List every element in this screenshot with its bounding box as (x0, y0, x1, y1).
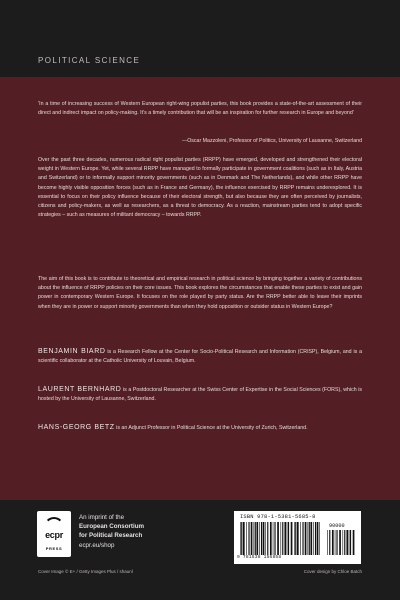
publisher-name-line-2: for Political Research (79, 532, 143, 539)
author-bio-text: is a Postdoctoral Researcher at the Swiss Center of Expertise in the Social Sciences (FORS), which is hosted by the University of Lausanne, Switzerland. (38, 387, 362, 403)
author-bio-biard (38, 347, 362, 366)
author-name: LAURENT BERNHARD (38, 386, 122, 393)
isbn-barcode (234, 511, 361, 564)
price-code: 90000 (329, 523, 345, 529)
logo-press-label: PRESS (45, 546, 63, 551)
author-bio-bernhard (38, 385, 362, 404)
publisher-imprint (79, 513, 219, 551)
barcode-digits: 9 781538 156858 (237, 555, 282, 560)
description-paragraph-1: Over the past three decades, numerous radical right populist parties (RRPP) have emerged, developed and strengthened their electoral weight in Western Europe. Yet, while several RRPP have managed to formally participate in government coalitions (such as in Italy, Austria and Switzerland) or to informally support minority governments (such as in Denmark and The Netherlands), and while other RRPP have become highly visible opposition forces (such as in France and Germany), the influence exercised by RRPP remains underexplored. It is essential to focus on their policy influence because of their electoral strength, but also because they are often perceived by journalists, citizens and policy-makers, as well as researchers, as a threat to democracy. As a reaction, mainstream parties tend to adopt specific strategies – such as measures of militant democracy – towards RRPP. (38, 157, 362, 219)
author-bio-text: is an Adjunct Professor in Political Science at the University of Zurich, Switzerland. (114, 425, 308, 431)
logo-wordmark: ecpr (45, 530, 63, 540)
author-bio-betz (38, 423, 362, 433)
cover-image-credit: Cover Image © E+ / Getty Images Plus / shaunl (38, 569, 133, 574)
publisher-name-line-1: European Consortium (79, 523, 144, 530)
top-band (0, 0, 400, 77)
author-name: BENJAMIN BIARD (38, 348, 106, 355)
endorsement-quote: ‘In a time of increasing success of Western European right-wing populist parties, this book provides a state-of-the-art assessment of their direct and indirect impact on policy-making. It’s a timely contribution that will be an inspiration for further research in Europe and beyond’ (38, 101, 362, 117)
author-name: HANS-GEORG BETZ (38, 424, 115, 431)
quote-attribution: —Oscar Mazzoleni, Professor of Politics, University of Lausanne, Switzerland (181, 138, 362, 144)
cover-design-credit: Cover design by Chloe Batch (303, 569, 362, 574)
author-bio-text: is a Research Fellow at the Center for Socio-Political Research and Information (CRISP), Belgium, and is a scientific collaborator at the Catholic University of Louvain, Belgium. (38, 349, 362, 365)
publisher-url[interactable]: ecpr.eu/shop (79, 542, 115, 549)
imprint-line: An imprint of the (79, 514, 125, 521)
barcode-bars-icon (240, 522, 322, 555)
barcode-addon-icon (327, 530, 355, 555)
category-label: POLITICAL SCIENCE (38, 56, 141, 65)
description-paragraph-2: The aim of this book is to contribute to theoretical and empirical research in political science by bringing together a variety of contributions about the influence of RRPP policies on their core issues. This book explores the circumstances that enable these parties to exist and gain power in contemporary Western Europe. It focuses on the role played by party status. Are the RRPP better able to leave their imprints when they are in power or support minority governments than when they hold opposition or outsider status in Western Europe? (38, 276, 362, 310)
ecpr-press-logo (37, 511, 71, 557)
isbn-text: ISBN 978-1-5381-5685-8 (240, 514, 316, 520)
